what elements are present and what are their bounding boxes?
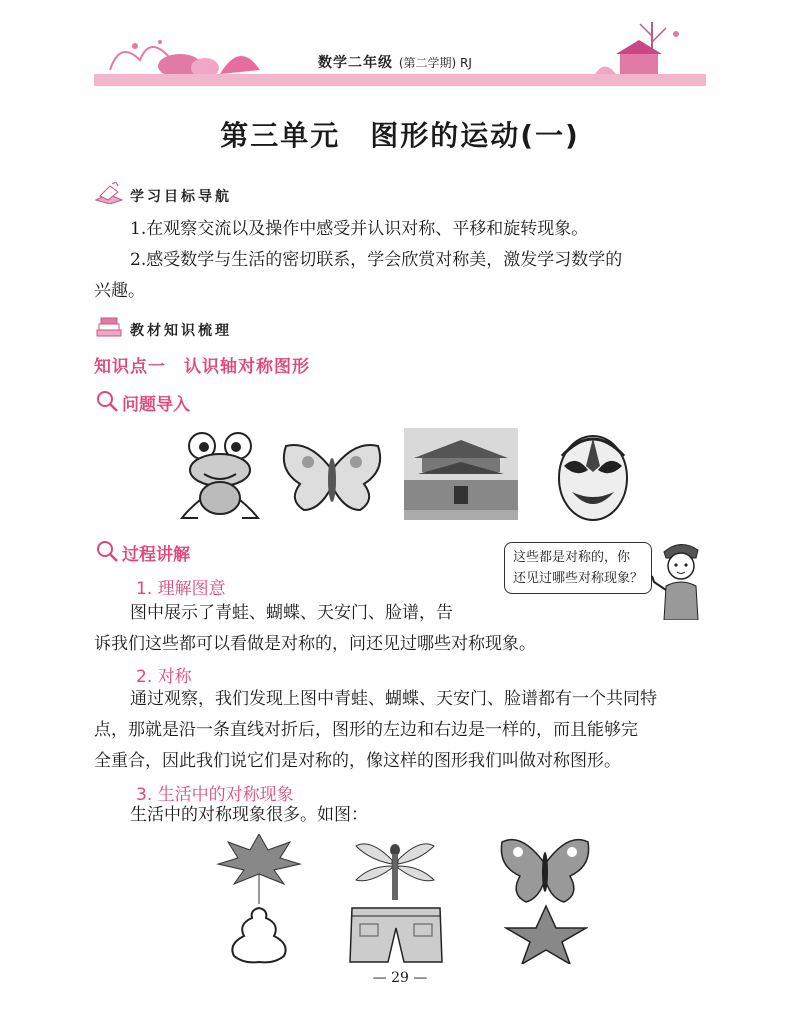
page-number: — 29 —	[372, 970, 428, 986]
butterfly-image	[280, 440, 384, 514]
step3-title: 3. 生活中的对称现象	[136, 785, 294, 805]
header-decoration-left	[100, 30, 270, 80]
goal-item: 兴趣。	[94, 281, 145, 301]
magnifier-icon	[96, 540, 118, 562]
step2-line: 点，那就是沿一条直线对折后，图形的左边和右边是一样的，而且能够完	[94, 720, 638, 740]
intro-heading: 问题导入	[122, 395, 190, 415]
magnifier-icon	[96, 390, 118, 412]
step1-title: 1. 理解图意	[136, 579, 226, 599]
step2-line: 全重合，因此我们说它们是对称的，像这样的图形我们叫做对称图形。	[94, 751, 621, 771]
step1-line: 诉我们这些都可以看做是对称的，问还见过哪些对称现象。	[94, 634, 536, 654]
step2-text	[94, 684, 714, 777]
step2-title: 2. 对称	[136, 667, 192, 687]
bubble-line: 还见过哪些对称现象？	[513, 571, 644, 586]
step1-text	[94, 598, 714, 660]
butterfly2-image	[498, 834, 592, 906]
book-subtitle: (第二学期) RJ	[398, 56, 472, 70]
shorts-image	[348, 904, 444, 964]
book-title: 数学二年级 (第二学期) RJ	[318, 55, 472, 71]
goals-list	[94, 214, 714, 307]
speech-bubble	[504, 542, 652, 594]
header-band	[94, 74, 706, 86]
opera-mask-image	[552, 426, 634, 524]
goal-item: 2.感受数学与生活的密切联系，学会欣赏对称美，激发学习数学的	[130, 250, 623, 270]
leaf-image	[214, 834, 304, 906]
process-heading: 过程讲解	[122, 545, 190, 565]
goal-item: 1.在观察交流以及操作中感受并认识对称、平移和旋转现象。	[130, 219, 589, 239]
unit-title: 第三单元 图形的运动(一)	[220, 119, 580, 152]
bubble-line: 这些都是对称的，你	[513, 550, 631, 565]
goals-heading: 学习目标导航	[130, 189, 232, 205]
books-icon	[94, 316, 124, 338]
step3-line: 生活中的对称现象很多。如图：	[130, 805, 368, 825]
step1-line: 图中展示了青蛙、蝴蝶、天安门、脸谱，告	[130, 603, 453, 623]
knowledge-heading: 教材知识梳理	[130, 323, 232, 339]
step2-line: 通过观察，我们发现上图中青蛙、蝴蝶、天安门、脸谱都有一个共同特	[130, 689, 657, 709]
tiananmen-image	[404, 428, 518, 520]
frog-image	[178, 430, 262, 524]
star-image	[504, 904, 588, 964]
knowledge-point-title: 知识点一 认识轴对称图形	[94, 357, 310, 377]
book-icon	[94, 182, 124, 204]
dragonfly-image	[350, 836, 440, 902]
gourd-image	[224, 906, 294, 964]
header-decoration-right	[590, 14, 690, 78]
